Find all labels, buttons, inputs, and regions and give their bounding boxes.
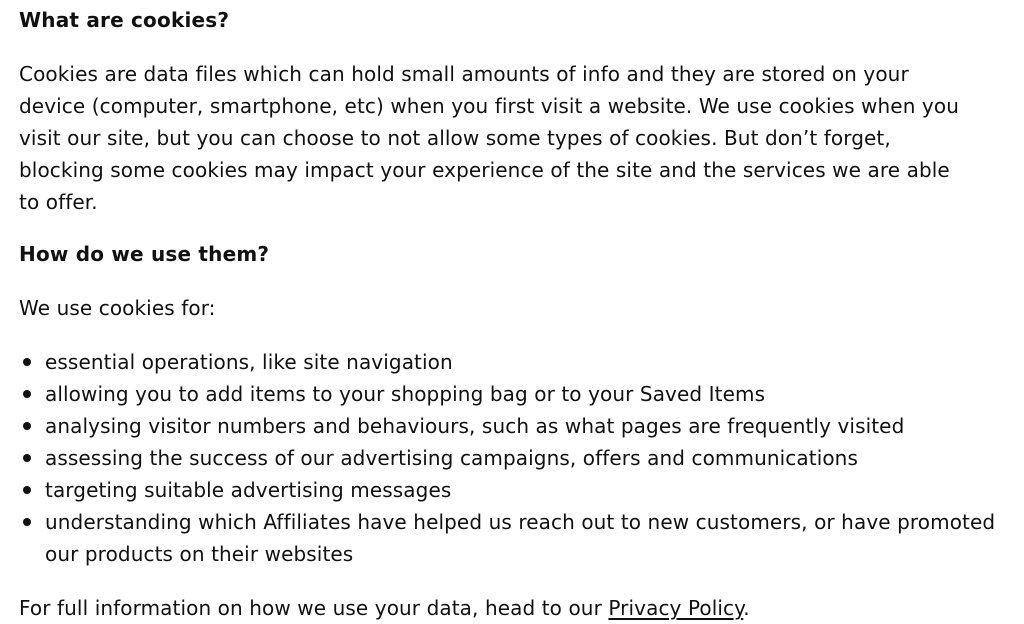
- what-are-cookies-heading: What are cookies?: [19, 8, 230, 32]
- full-information-label: For full information on how we use your data, head to our: [19, 596, 609, 620]
- how-do-we-use-them-heading: How do we use them?: [19, 242, 270, 266]
- list-item: understanding which Affiliates have helped us reach out to new customers, or have promoted our products on their websites: [19, 506, 1004, 570]
- cookie-info-content: [19, 6, 1004, 624]
- cookies-description: Cookies are data files which can hold small amounts of info and they are stored on your device (computer, smartphone, etc) when you first visit a website. We use cookies when you visit our site, but you can choose to not allow some types of cookies. But don’t forget, blocking some cookies may impact your experience of the site and the services we are able to offer.: [19, 62, 959, 214]
- cookie-uses-list: [19, 346, 1004, 570]
- list-item: allowing you to add items to your shopping bag or to your Saved Items: [19, 378, 1004, 410]
- full-information-text: [19, 592, 1004, 624]
- list-item: targeting suitable advertising messages: [19, 474, 1004, 506]
- cookie-uses-intro: We use cookies for:: [19, 296, 216, 320]
- privacy-policy-link[interactable]: Privacy Policy: [608, 596, 744, 620]
- list-item: assessing the success of our advertising campaigns, offers and communications: [19, 442, 1004, 474]
- list-item: essential operations, like site navigation: [19, 346, 1004, 378]
- list-item: analysing visitor numbers and behaviours, such as what pages are frequently visited: [19, 410, 1004, 442]
- full-information-period: .: [743, 596, 750, 620]
